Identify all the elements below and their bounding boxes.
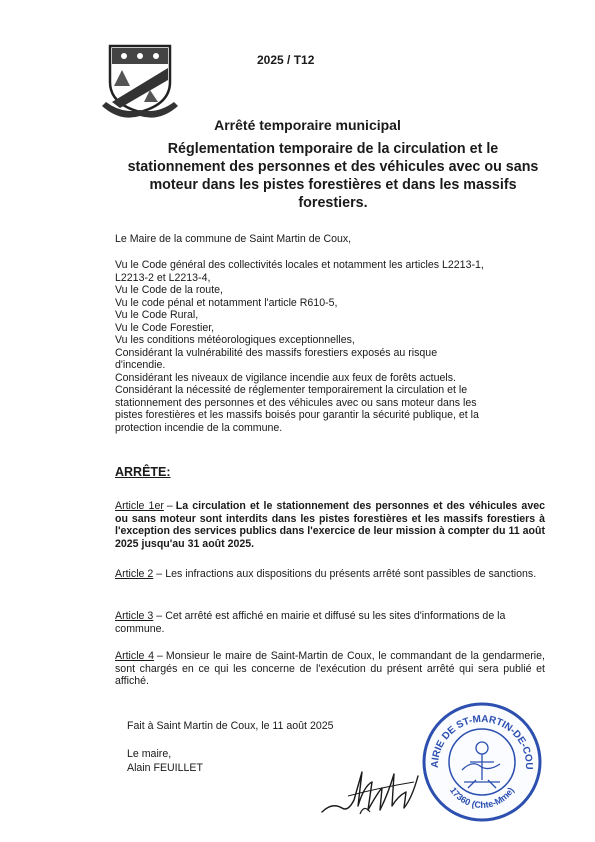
municipal-crest-icon (100, 40, 180, 122)
title-line: moteur dans les pistes forestières et dans les massifs (149, 177, 517, 193)
consideration-line: stationnement des personnes et des véhicules avec ou sans moteur dans les (115, 396, 477, 409)
article-2 (115, 568, 545, 581)
consideration-line: Vu le code pénal et notamment l'article R610-5, (115, 296, 338, 309)
article-text: Cet arrêté est affiché en mairie et diffusé su les sites d'informations de la commune. (115, 610, 506, 635)
stamp-top-text: AIRIE DE ST-MARTIN-DE-COU (429, 713, 535, 770)
article-label: Article 1er (115, 500, 164, 512)
title-line: Réglementation temporaire de la circulation et le (167, 141, 499, 157)
article-separator: – (156, 610, 163, 622)
arrete-heading: ARRÊTE: (115, 465, 171, 479)
signature-icon (318, 752, 423, 820)
article-label: Article 3 (115, 610, 154, 622)
article-text: La circulation et le stationnement des personnes et des véhicules avec ou sans moteur sont interdits dans les pistes forestières et les massifs forestiers à l'exception des services publics dans l'exercice de leur mission à compter du 11 août 2025 jusqu'au 31 août 2025. (115, 500, 546, 550)
consideration-line: d'incendie. (115, 359, 166, 371)
article-3 (115, 610, 545, 635)
consideration-line: Vu le Code Rural, (115, 309, 199, 321)
title-line: stationnement des personnes et des véhicules avec ou sans (127, 159, 539, 175)
article-label: Article 4 (115, 650, 155, 662)
consideration-line: Vu le Code général des collectivités locales et notamment les articles L2213-1, (115, 259, 484, 271)
signer-role: Le maire, (127, 748, 172, 760)
title-line: forestiers. (298, 195, 368, 211)
article-1 (115, 500, 545, 550)
intro-paragraph: Le Maire de la commune de Saint Martin de Coux, (115, 233, 352, 245)
consideration-line: pistes forestières et les massifs boisés pour garantir la sécurité publique, et la (115, 409, 479, 421)
article-separator: – (157, 650, 163, 662)
consideration-line: protection incendie de la commune. (115, 421, 283, 434)
consideration-line: Considérant la vulnérabilité des massifs forestiers exposés au risque (115, 346, 438, 359)
stamp-bottom-text: 17360 (Chte-Mme) (447, 785, 516, 811)
consideration-line: Vu le Code Forestier, (115, 321, 215, 334)
document-subtitle: Arrêté temporaire municipal (214, 117, 401, 133)
article-text: Monsieur le maire de Saint-Martin de Coux, le commandant de la gendarmerie, sont chargés en ce qui les concerne de l'exécution du présent arrêté qui sera publié et affiché. (115, 650, 545, 687)
consideration-line: L2213-2 et L2213-4, (115, 271, 211, 284)
document-title (118, 140, 548, 212)
article-text: Les infractions aux dispositions du présents arrêté sont passibles de sanctions. (165, 568, 537, 580)
article-separator: – (166, 500, 173, 512)
article-4 (115, 650, 545, 688)
consideration-line: Vu le Code de la route, (115, 284, 223, 296)
signer-name: Alain FEUILLET (127, 762, 203, 774)
consideration-line: Considérant les niveaux de vigilance incendie aux feux de forêts actuels. (115, 371, 456, 384)
official-stamp (420, 700, 544, 824)
article-separator: – (156, 568, 163, 580)
signoff-line: Fait à Saint Martin de Coux, le 11 août 2025 (127, 720, 334, 732)
considerations-block (115, 259, 545, 434)
document-number: 2025 / T12 (257, 53, 315, 67)
article-label: Article 2 (115, 568, 154, 580)
consideration-line: Vu les conditions météorologiques exceptionnelles, (115, 334, 355, 346)
consideration-line: Considérant la nécessité de réglementer temporairement la circulation et le (115, 384, 468, 396)
